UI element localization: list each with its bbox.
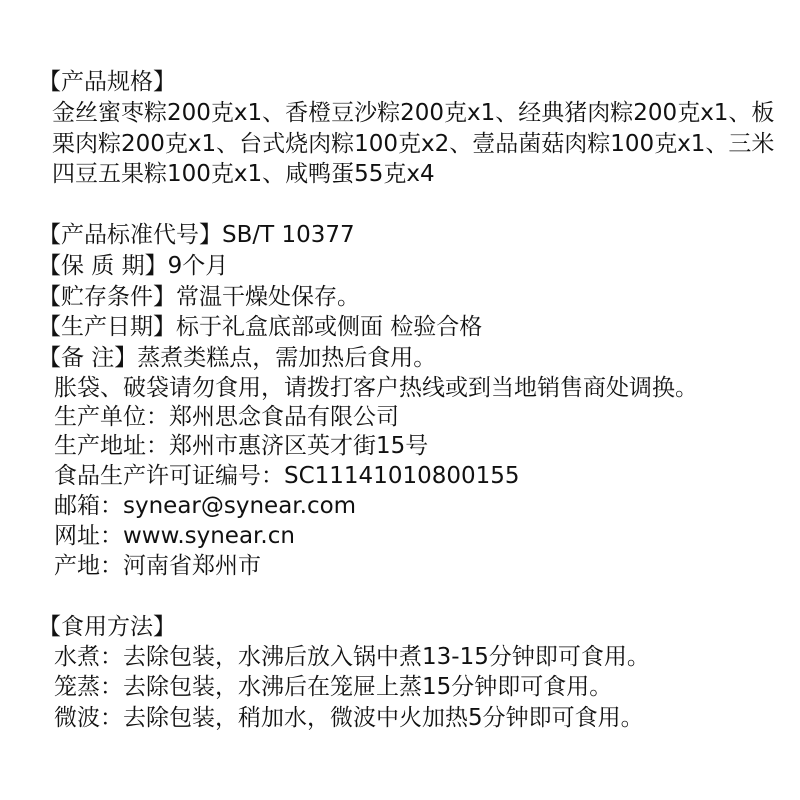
spec-line-3: 四豆五果粽100克x1、咸鸭蛋55克x4 — [52, 161, 435, 187]
usage-boil: 水煮：去除包装，水沸后放入锅中煮13-15分钟即可食用。 — [54, 644, 650, 670]
spec-heading: 【产品规格】 — [38, 69, 176, 95]
storage-conditions: 【贮存条件】常温干燥处保存。 — [38, 284, 360, 310]
spec-line-2: 栗肉粽200克x1、台式烧肉粽100克x2、壹品菌菇肉粽100克x1、三米 — [52, 131, 775, 157]
manufacturer-address: 生产地址：郑州市惠济区英才街15号 — [54, 433, 429, 459]
standard-code: 【产品标准代号】SB/T 10377 — [38, 222, 355, 248]
shelf-life: 【保 质 期】9个月 — [38, 253, 229, 279]
production-date: 【生产日期】标于礼盒底部或侧面 检验合格 — [38, 314, 483, 340]
manufacturer: 生产单位：郑州思念食品有限公司 — [54, 404, 399, 430]
website: 网址：www.synear.cn — [54, 523, 295, 549]
note: 【备 注】蒸煮类糕点，需加热后食用。 — [38, 345, 437, 371]
production-license: 食品生产许可证编号：SC11141010800155 — [54, 463, 520, 489]
origin: 产地：河南省郑州市 — [54, 553, 261, 579]
usage-heading: 【食用方法】 — [38, 614, 176, 640]
note-continued: 胀袋、破袋请勿食用，请拨打客户热线或到当地销售商处调换。 — [54, 375, 698, 401]
email: 邮箱：synear@synear.com — [54, 493, 357, 519]
usage-microwave: 微波：去除包装，稍加水，微波中火加热5分钟即可食用。 — [54, 705, 644, 731]
spec-line-1: 金丝蜜枣粽200克x1、香橙豆沙粽200克x1、经典猪肉粽200克x1、板 — [52, 100, 775, 126]
usage-steam: 笼蒸：去除包装，水沸后在笼屉上蒸15分钟即可食用。 — [54, 674, 613, 700]
